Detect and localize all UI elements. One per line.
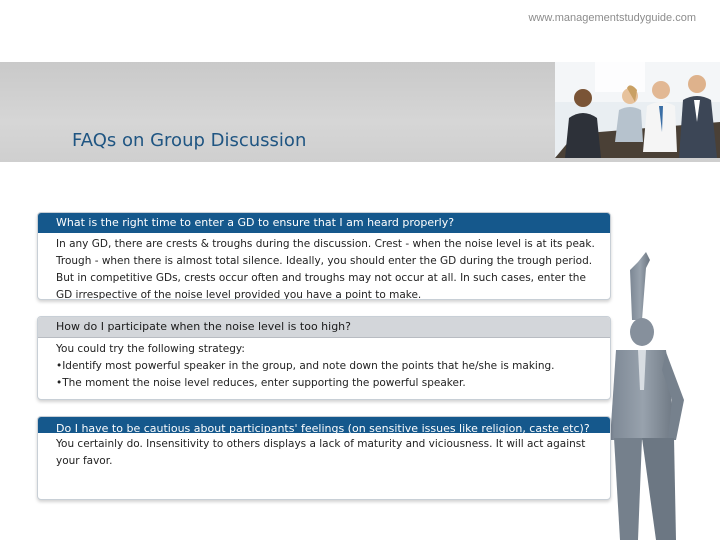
faq-answer: You certainly do. Insensitivity to others displays a lack of maturity and viciousness. It will act against your favor. (56, 438, 586, 467)
faq-question: How do I participate when the noise level is too high? (38, 317, 610, 338)
faq-answer-intro: You could try the following strategy: (56, 343, 245, 355)
faq-card (37, 416, 611, 500)
site-url: www.managementstudyguide.com (528, 12, 696, 24)
faq-card (37, 212, 611, 300)
list-item: • Identify most powerful speaker in the group, and note down the points that he/she is making. (56, 358, 598, 375)
faq-answer (38, 338, 610, 392)
page-title: FAQs on Group Discussion (72, 130, 307, 151)
faq-question: What is the right time to enter a GD to ensure that I am heard properly? (38, 213, 610, 233)
faq-question: Do I have to be cautious about participants' feelings (on sensitive issues like religion, caste etc)? (38, 417, 610, 433)
faq-answer: In any GD, there are crests & troughs during the discussion. Crest - when the noise level is at its peak. Trough - when there is almost total silence. Ideally, you should enter the GD during the trough period. But in competitive GDs, crests occur often and troughs may not occur at all. In such cases, enter the GD irrespective of the noise level provided you have a point to make. (56, 238, 595, 300)
list-item: • The moment the noise level reduces, enter supporting the powerful speaker. (56, 375, 598, 392)
faq-answer-list (56, 358, 598, 392)
faq-card (37, 316, 611, 400)
business-meeting-photo (555, 62, 720, 158)
